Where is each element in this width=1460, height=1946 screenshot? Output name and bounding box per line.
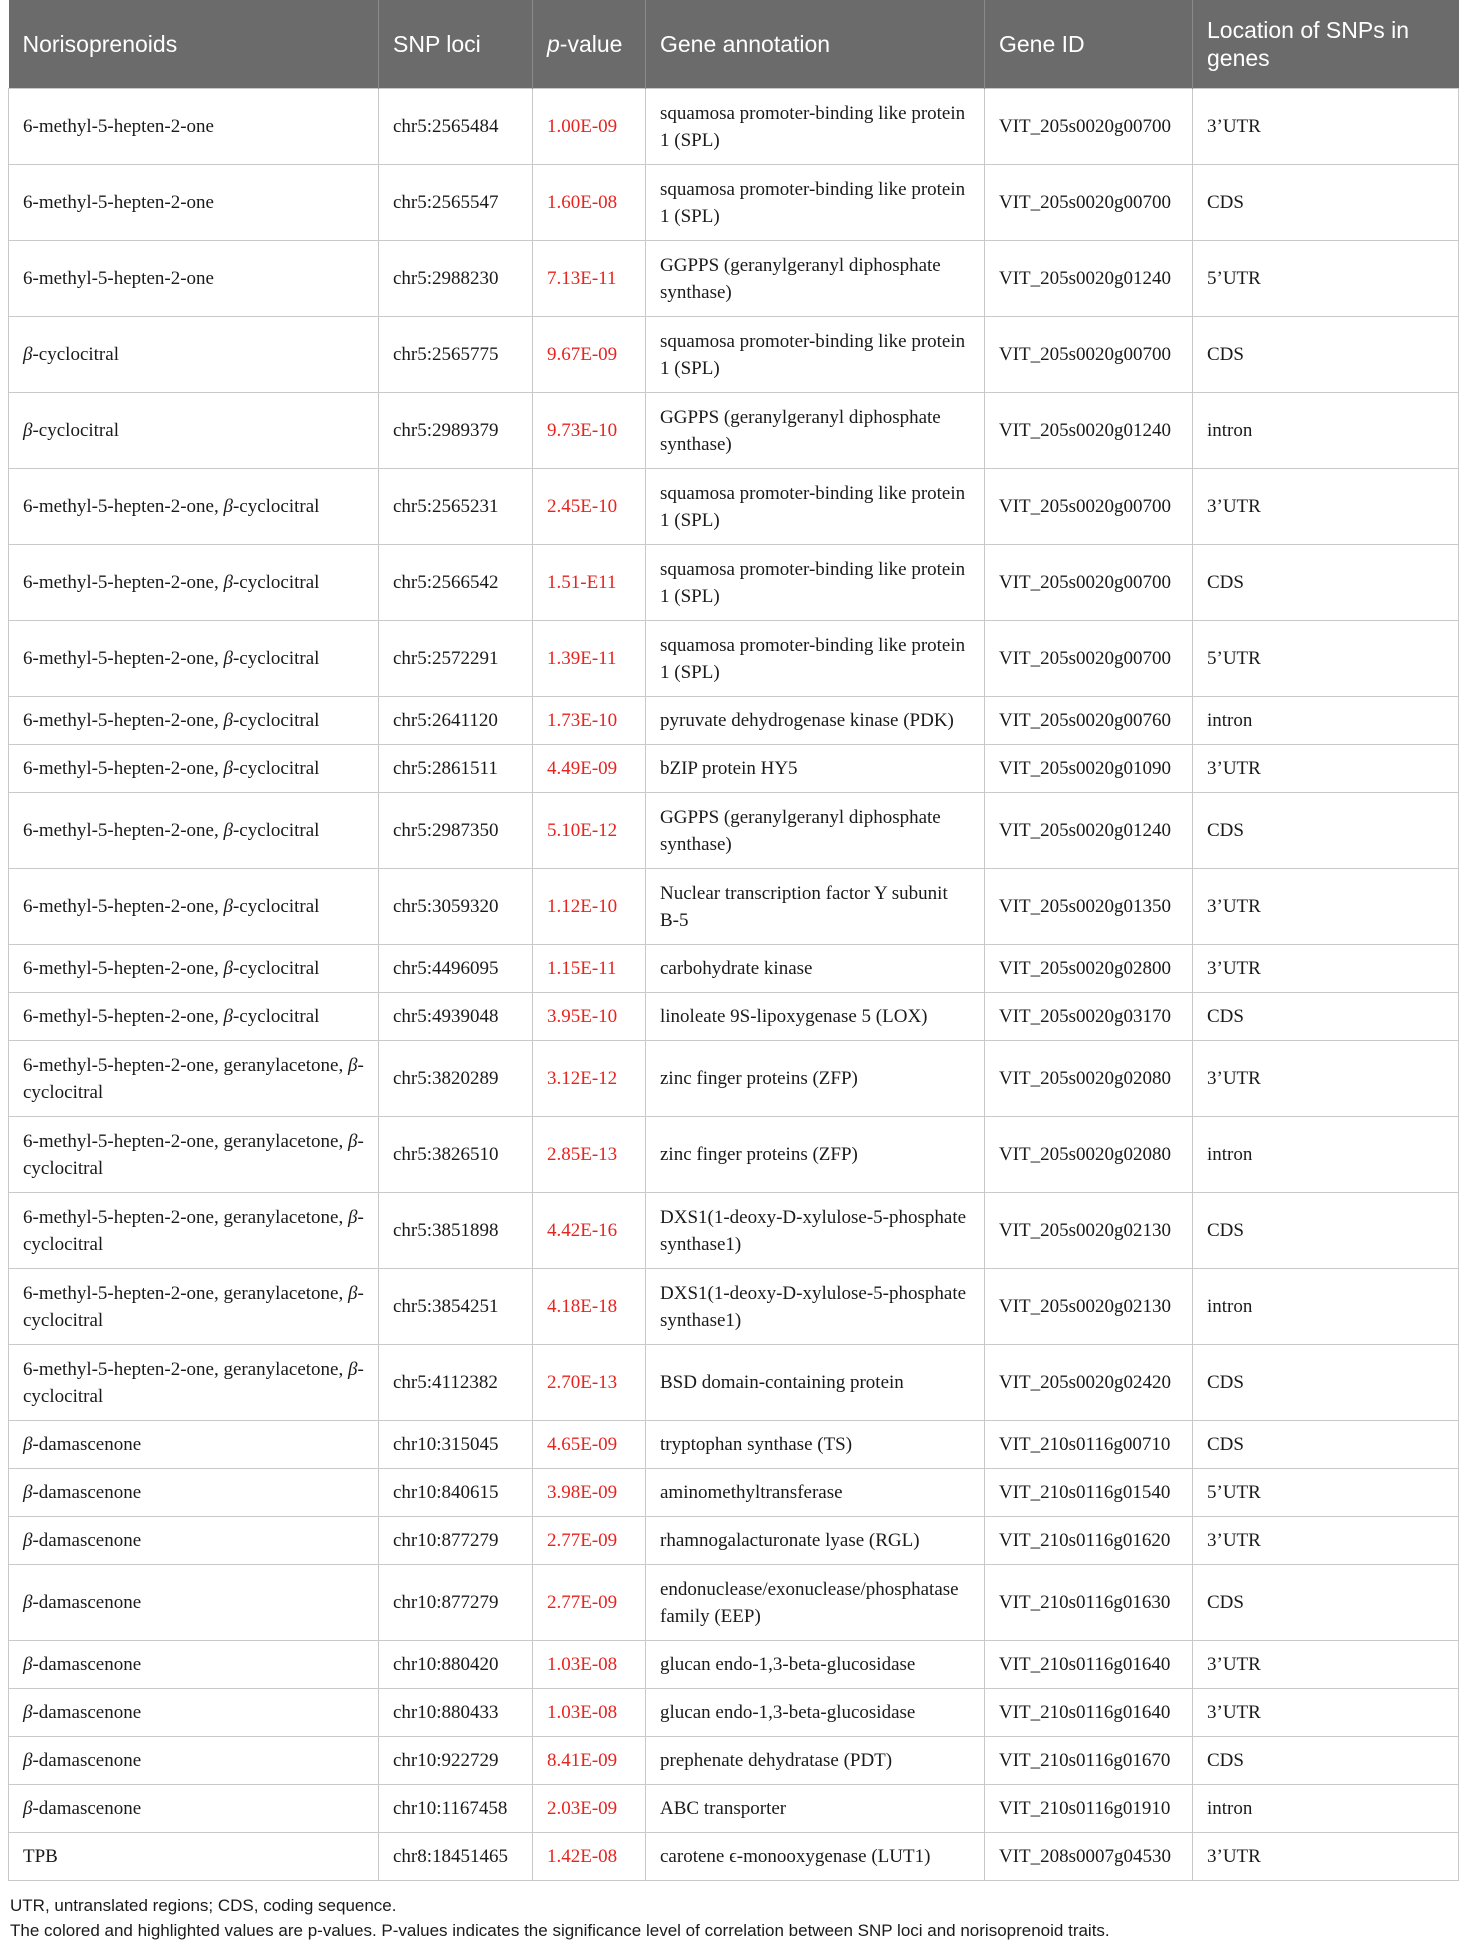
- cell-location: CDS: [1193, 1565, 1459, 1641]
- header-gene-id: Gene ID: [985, 0, 1193, 89]
- cell-location: CDS: [1193, 545, 1459, 621]
- cell-snp-locus: chr10:922729: [379, 1737, 533, 1785]
- cell-p-value: 4.65E-09: [533, 1421, 646, 1469]
- table-header-row: [9, 0, 1459, 89]
- cell-location: CDS: [1193, 165, 1459, 241]
- cell-gene-annotation: squamosa promoter-binding like protein 1 (SPL): [646, 469, 985, 545]
- table-row: [9, 545, 1459, 621]
- cell-gene-id: VIT_210s0116g01630: [985, 1565, 1193, 1641]
- cell-snp-locus: chr5:3851898: [379, 1193, 533, 1269]
- cell-snp-locus: chr5:2565484: [379, 89, 533, 165]
- cell-p-value: 1.39E-11: [533, 621, 646, 697]
- cell-gene-id: VIT_205s0020g00700: [985, 621, 1193, 697]
- cell-location: 3’UTR: [1193, 469, 1459, 545]
- cell-snp-locus: chr5:3059320: [379, 869, 533, 945]
- cell-snp-locus: chr5:2566542: [379, 545, 533, 621]
- cell-location: 3’UTR: [1193, 1041, 1459, 1117]
- table-row: [9, 1421, 1459, 1469]
- cell-p-value: 1.00E-09: [533, 89, 646, 165]
- cell-norisoprenoid: 6-methyl-5-hepten-2-one, β-cyclocitral: [9, 469, 379, 545]
- header-norisoprenoids: Norisoprenoids: [9, 0, 379, 89]
- cell-snp-locus: chr5:2565547: [379, 165, 533, 241]
- cell-snp-locus: chr10:840615: [379, 1469, 533, 1517]
- cell-snp-locus: chr5:3826510: [379, 1117, 533, 1193]
- cell-snp-locus: chr10:315045: [379, 1421, 533, 1469]
- cell-snp-locus: chr5:2641120: [379, 697, 533, 745]
- cell-gene-annotation: squamosa promoter-binding like protein 1 (SPL): [646, 317, 985, 393]
- table-row: [9, 89, 1459, 165]
- cell-gene-annotation: glucan endo-1,3-beta-glucosidase: [646, 1641, 985, 1689]
- cell-norisoprenoid: 6-methyl-5-hepten-2-one: [9, 241, 379, 317]
- cell-gene-id: VIT_205s0020g00700: [985, 89, 1193, 165]
- cell-norisoprenoid: β-damascenone: [9, 1785, 379, 1833]
- cell-norisoprenoid: β-cyclocitral: [9, 317, 379, 393]
- cell-norisoprenoid: 6-methyl-5-hepten-2-one, geranylacetone, β-cyclocitral: [9, 1041, 379, 1117]
- cell-norisoprenoid: 6-methyl-5-hepten-2-one, β-cyclocitral: [9, 793, 379, 869]
- cell-snp-locus: chr10:877279: [379, 1517, 533, 1565]
- cell-norisoprenoid: β-damascenone: [9, 1421, 379, 1469]
- table-row: [9, 1565, 1459, 1641]
- cell-location: CDS: [1193, 1421, 1459, 1469]
- table-container: [8, 0, 1460, 1943]
- cell-location: CDS: [1193, 1193, 1459, 1269]
- cell-location: CDS: [1193, 317, 1459, 393]
- cell-p-value: 2.70E-13: [533, 1345, 646, 1421]
- cell-gene-id: VIT_205s0020g01090: [985, 745, 1193, 793]
- cell-snp-locus: chr5:4112382: [379, 1345, 533, 1421]
- cell-gene-annotation: squamosa promoter-binding like protein 1 (SPL): [646, 165, 985, 241]
- snp-table: [8, 0, 1459, 1881]
- cell-gene-id: VIT_205s0020g00700: [985, 165, 1193, 241]
- header-snp-loci: SNP loci: [379, 0, 533, 89]
- cell-p-value: 3.12E-12: [533, 1041, 646, 1117]
- table-row: [9, 1345, 1459, 1421]
- cell-norisoprenoid: 6-methyl-5-hepten-2-one: [9, 165, 379, 241]
- cell-norisoprenoid: TPB: [9, 1833, 379, 1881]
- table-row: [9, 1833, 1459, 1881]
- cell-snp-locus: chr5:3820289: [379, 1041, 533, 1117]
- cell-gene-annotation: endonuclease/exonuclease/phosphatase family (EEP): [646, 1565, 985, 1641]
- cell-location: CDS: [1193, 1345, 1459, 1421]
- cell-location: 3’UTR: [1193, 869, 1459, 945]
- cell-norisoprenoid: β-damascenone: [9, 1565, 379, 1641]
- cell-location: 3’UTR: [1193, 1641, 1459, 1689]
- cell-snp-locus: chr5:2572291: [379, 621, 533, 697]
- header-gene-annotation: Gene annotation: [646, 0, 985, 89]
- cell-location: CDS: [1193, 993, 1459, 1041]
- cell-location: intron: [1193, 1269, 1459, 1345]
- cell-gene-annotation: Nuclear transcription factor Y subunit B-5: [646, 869, 985, 945]
- cell-location: 3’UTR: [1193, 89, 1459, 165]
- table-row: [9, 241, 1459, 317]
- cell-norisoprenoid: 6-methyl-5-hepten-2-one, geranylacetone, β-cyclocitral: [9, 1193, 379, 1269]
- cell-p-value: 2.85E-13: [533, 1117, 646, 1193]
- cell-p-value: 1.15E-11: [533, 945, 646, 993]
- cell-p-value: 2.03E-09: [533, 1785, 646, 1833]
- table-body: [9, 89, 1459, 1881]
- cell-gene-annotation: bZIP protein HY5: [646, 745, 985, 793]
- cell-p-value: 1.60E-08: [533, 165, 646, 241]
- cell-location: 3’UTR: [1193, 1833, 1459, 1881]
- cell-p-value: 1.03E-08: [533, 1689, 646, 1737]
- cell-gene-id: VIT_208s0007g04530: [985, 1833, 1193, 1881]
- cell-location: 3’UTR: [1193, 745, 1459, 793]
- cell-norisoprenoid: 6-methyl-5-hepten-2-one, β-cyclocitral: [9, 621, 379, 697]
- cell-p-value: 4.18E-18: [533, 1269, 646, 1345]
- cell-norisoprenoid: 6-methyl-5-hepten-2-one, geranylacetone, β-cyclocitral: [9, 1269, 379, 1345]
- cell-gene-annotation: zinc finger proteins (ZFP): [646, 1117, 985, 1193]
- cell-norisoprenoid: β-damascenone: [9, 1641, 379, 1689]
- cell-snp-locus: chr10:877279: [379, 1565, 533, 1641]
- cell-gene-id: VIT_210s0116g01540: [985, 1469, 1193, 1517]
- table-row: [9, 993, 1459, 1041]
- cell-p-value: 3.98E-09: [533, 1469, 646, 1517]
- header-p-value: p-value: [533, 0, 646, 89]
- table-row: [9, 869, 1459, 945]
- cell-location: 5’UTR: [1193, 241, 1459, 317]
- cell-location: 5’UTR: [1193, 1469, 1459, 1517]
- cell-snp-locus: chr5:2988230: [379, 241, 533, 317]
- cell-norisoprenoid: 6-methyl-5-hepten-2-one, β-cyclocitral: [9, 993, 379, 1041]
- cell-location: intron: [1193, 393, 1459, 469]
- cell-snp-locus: chr10:880420: [379, 1641, 533, 1689]
- table-row: [9, 1517, 1459, 1565]
- cell-norisoprenoid: β-damascenone: [9, 1689, 379, 1737]
- cell-gene-annotation: GGPPS (geranylgeranyl diphosphate synthase): [646, 393, 985, 469]
- table-row: [9, 393, 1459, 469]
- table-row: [9, 745, 1459, 793]
- cell-p-value: 2.77E-09: [533, 1517, 646, 1565]
- cell-gene-id: VIT_205s0020g01240: [985, 393, 1193, 469]
- cell-norisoprenoid: 6-methyl-5-hepten-2-one, geranylacetone, β-cyclocitral: [9, 1345, 379, 1421]
- cell-gene-id: VIT_210s0116g01620: [985, 1517, 1193, 1565]
- cell-gene-annotation: ABC transporter: [646, 1785, 985, 1833]
- cell-gene-id: VIT_205s0020g02800: [985, 945, 1193, 993]
- cell-gene-id: VIT_205s0020g01240: [985, 241, 1193, 317]
- cell-location: intron: [1193, 1785, 1459, 1833]
- cell-snp-locus: chr5:4496095: [379, 945, 533, 993]
- cell-norisoprenoid: β-damascenone: [9, 1517, 379, 1565]
- cell-snp-locus: chr5:2861511: [379, 745, 533, 793]
- cell-gene-id: VIT_205s0020g02080: [985, 1041, 1193, 1117]
- cell-p-value: 4.49E-09: [533, 745, 646, 793]
- cell-p-value: 1.03E-08: [533, 1641, 646, 1689]
- cell-location: 3’UTR: [1193, 945, 1459, 993]
- cell-p-value: 1.51-E11: [533, 545, 646, 621]
- cell-gene-annotation: tryptophan synthase (TS): [646, 1421, 985, 1469]
- cell-snp-locus: chr5:4939048: [379, 993, 533, 1041]
- cell-gene-annotation: pyruvate dehydrogenase kinase (PDK): [646, 697, 985, 745]
- table-row: [9, 1193, 1459, 1269]
- cell-snp-locus: chr8:18451465: [379, 1833, 533, 1881]
- cell-snp-locus: chr5:2565231: [379, 469, 533, 545]
- table-row: [9, 1117, 1459, 1193]
- footnote: UTR, untranslated regions; CDS, coding sequence.: [10, 1896, 397, 1915]
- cell-p-value: 5.10E-12: [533, 793, 646, 869]
- cell-p-value: 4.42E-16: [533, 1193, 646, 1269]
- cell-norisoprenoid: 6-methyl-5-hepten-2-one: [9, 89, 379, 165]
- cell-snp-locus: chr5:3854251: [379, 1269, 533, 1345]
- cell-snp-locus: chr5:2989379: [379, 393, 533, 469]
- cell-location: intron: [1193, 697, 1459, 745]
- table-row: [9, 621, 1459, 697]
- cell-norisoprenoid: 6-methyl-5-hepten-2-one, β-cyclocitral: [9, 745, 379, 793]
- cell-gene-id: VIT_205s0020g01350: [985, 869, 1193, 945]
- cell-p-value: 8.41E-09: [533, 1737, 646, 1785]
- cell-gene-id: VIT_205s0020g00700: [985, 545, 1193, 621]
- cell-gene-annotation: BSD domain-containing protein: [646, 1345, 985, 1421]
- table-row: [9, 317, 1459, 393]
- cell-gene-id: VIT_210s0116g01640: [985, 1689, 1193, 1737]
- cell-gene-annotation: prephenate dehydratase (PDT): [646, 1737, 985, 1785]
- cell-gene-id: VIT_205s0020g02080: [985, 1117, 1193, 1193]
- table-row: [9, 1737, 1459, 1785]
- cell-p-value: 1.12E-10: [533, 869, 646, 945]
- cell-gene-annotation: DXS1(1-deoxy-D-xylulose-5-phosphate synthase1): [646, 1269, 985, 1345]
- cell-gene-annotation: squamosa promoter-binding like protein 1 (SPL): [646, 545, 985, 621]
- cell-norisoprenoid: 6-methyl-5-hepten-2-one, β-cyclocitral: [9, 545, 379, 621]
- cell-norisoprenoid: β-damascenone: [9, 1737, 379, 1785]
- table-row: [9, 697, 1459, 745]
- cell-gene-id: VIT_205s0020g03170: [985, 993, 1193, 1041]
- cell-gene-annotation: rhamnogalacturonate lyase (RGL): [646, 1517, 985, 1565]
- cell-location: 3’UTR: [1193, 1517, 1459, 1565]
- cell-location: 5’UTR: [1193, 621, 1459, 697]
- cell-gene-id: VIT_205s0020g00700: [985, 317, 1193, 393]
- cell-gene-id: VIT_205s0020g02130: [985, 1193, 1193, 1269]
- cell-gene-annotation: squamosa promoter-binding like protein 1 (SPL): [646, 89, 985, 165]
- header-location: Location of SNPs in genes: [1193, 0, 1459, 89]
- cell-gene-id: VIT_210s0116g01910: [985, 1785, 1193, 1833]
- cell-snp-locus: chr5:2987350: [379, 793, 533, 869]
- table-row: [9, 945, 1459, 993]
- cell-location: intron: [1193, 1117, 1459, 1193]
- cell-norisoprenoid: 6-methyl-5-hepten-2-one, geranylacetone, β-cyclocitral: [9, 1117, 379, 1193]
- cell-gene-annotation: zinc finger proteins (ZFP): [646, 1041, 985, 1117]
- cell-p-value: 1.42E-08: [533, 1833, 646, 1881]
- cell-gene-annotation: aminomethyltransferase: [646, 1469, 985, 1517]
- cell-gene-annotation: GGPPS (geranylgeranyl diphosphate synthase): [646, 241, 985, 317]
- cell-location: 3’UTR: [1193, 1689, 1459, 1737]
- cell-norisoprenoid: β-cyclocitral: [9, 393, 379, 469]
- cell-p-value: 1.73E-10: [533, 697, 646, 745]
- cell-gene-annotation: carotene ϵ-monooxygenase (LUT1): [646, 1833, 985, 1881]
- cell-gene-id: VIT_205s0020g00700: [985, 469, 1193, 545]
- cell-location: CDS: [1193, 793, 1459, 869]
- cell-gene-annotation: DXS1(1-deoxy-D-xylulose-5-phosphate synthase1): [646, 1193, 985, 1269]
- cell-snp-locus: chr10:880433: [379, 1689, 533, 1737]
- table-row: [9, 469, 1459, 545]
- footnotes: [8, 1893, 1460, 1943]
- cell-norisoprenoid: 6-methyl-5-hepten-2-one, β-cyclocitral: [9, 945, 379, 993]
- cell-gene-id: VIT_205s0020g00760: [985, 697, 1193, 745]
- table-row: [9, 1689, 1459, 1737]
- cell-p-value: 9.67E-09: [533, 317, 646, 393]
- table-row: [9, 793, 1459, 869]
- cell-p-value: 9.73E-10: [533, 393, 646, 469]
- cell-p-value: 7.13E-11: [533, 241, 646, 317]
- cell-snp-locus: chr10:1167458: [379, 1785, 533, 1833]
- cell-gene-id: VIT_210s0116g01640: [985, 1641, 1193, 1689]
- cell-gene-id: VIT_205s0020g02420: [985, 1345, 1193, 1421]
- cell-p-value: 3.95E-10: [533, 993, 646, 1041]
- cell-snp-locus: chr5:2565775: [379, 317, 533, 393]
- table-row: [9, 1469, 1459, 1517]
- cell-gene-id: VIT_205s0020g01240: [985, 793, 1193, 869]
- cell-gene-annotation: linoleate 9S-lipoxygenase 5 (LOX): [646, 993, 985, 1041]
- cell-gene-id: VIT_210s0116g01670: [985, 1737, 1193, 1785]
- table-row: [9, 1269, 1459, 1345]
- footnote: The colored and highlighted values are p-values. P-values indicates the significance level of correlation between SNP loci and norisoprenoid traits.: [10, 1921, 1110, 1940]
- table-row: [9, 1641, 1459, 1689]
- cell-location: CDS: [1193, 1737, 1459, 1785]
- cell-norisoprenoid: β-damascenone: [9, 1469, 379, 1517]
- cell-gene-annotation: squamosa promoter-binding like protein 1 (SPL): [646, 621, 985, 697]
- cell-gene-annotation: GGPPS (geranylgeranyl diphosphate synthase): [646, 793, 985, 869]
- table-row: [9, 1041, 1459, 1117]
- table-row: [9, 165, 1459, 241]
- cell-gene-id: VIT_205s0020g02130: [985, 1269, 1193, 1345]
- cell-gene-annotation: carbohydrate kinase: [646, 945, 985, 993]
- table-row: [9, 1785, 1459, 1833]
- cell-p-value: 2.45E-10: [533, 469, 646, 545]
- cell-p-value: 2.77E-09: [533, 1565, 646, 1641]
- cell-norisoprenoid: 6-methyl-5-hepten-2-one, β-cyclocitral: [9, 697, 379, 745]
- cell-norisoprenoid: 6-methyl-5-hepten-2-one, β-cyclocitral: [9, 869, 379, 945]
- cell-gene-annotation: glucan endo-1,3-beta-glucosidase: [646, 1689, 985, 1737]
- cell-gene-id: VIT_210s0116g00710: [985, 1421, 1193, 1469]
